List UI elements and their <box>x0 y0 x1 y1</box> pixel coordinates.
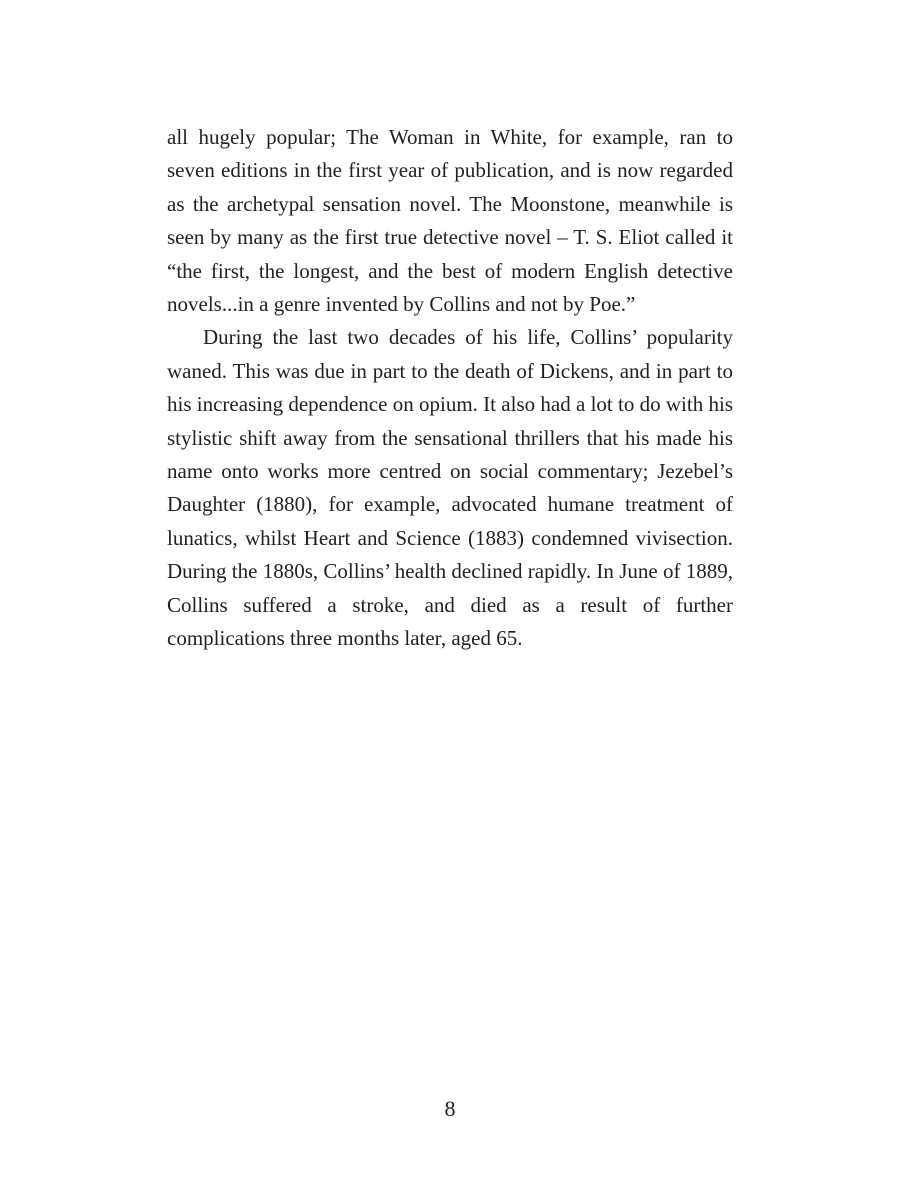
paragraph-collins-later-life: During the last two decades of his life, Collins’ popularity waned. This was due in part to the death of Dickens, and in part to his increasing dependence on opium. It also had a lot to do with his stylistic shift away from the sensational thrillers that his made his name onto works more centred on social commentary; Jezebel’s Daughter (1880), for example, advocated humane treatment of lunatics, whilst Heart and Science (1883) condemned vivisection. During the 1880s, Collins’ health declined rapidly. In June of 1889, Collins suffered a stroke, and died as a result of further complications three months later, aged 65. <box>167 325 733 651</box>
page-number: 8 <box>444 1096 456 1121</box>
paragraph-continued: all hugely popular; The Woman in White, for example, ran to seven editions in the first year of publication, and is now regarded as the archetypal sensation novel. The Moonstone, meanwhile is seen by many as the first true detective novel – T. S. Eliot called it “the first, the longest, and the best of modern English detective novels...in a genre invented by Collins and not by Poe.” <box>167 125 733 317</box>
body-text <box>167 121 733 656</box>
